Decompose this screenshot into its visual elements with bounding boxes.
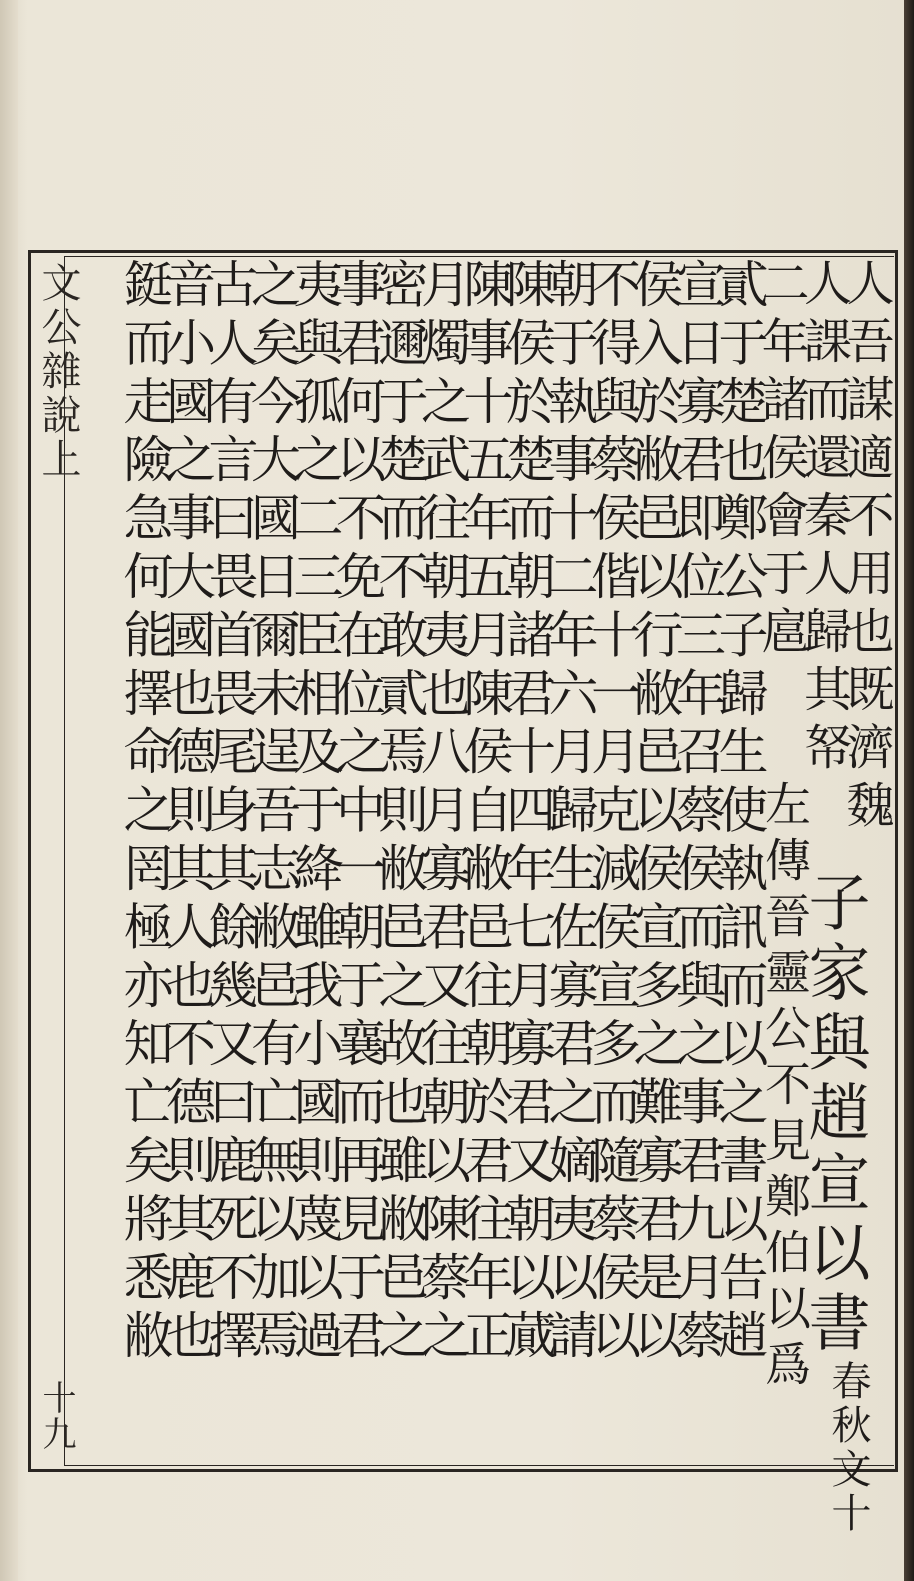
text-column-9: 陳侯於楚而朝諸君十四年七月寡君又朝以蕆 (498, 258, 556, 1368)
margin-book-title: 文公雜說上 (35, 262, 81, 482)
text-column-13: 事君何以不免在位之中一朝于襄而再見于君 (328, 258, 386, 1368)
text-column-18: 鋌而走險急何能擇命之罔極亦知亡矣將悉敝 (115, 258, 174, 1368)
text-column-8: 朝于執事十二年六月歸生佐寡君之嫡夷以請 (540, 258, 599, 1368)
text-column-15: 之矣今大國日爾未逞吾志敝邑有亡無以加焉 (243, 258, 301, 1368)
page-folio-number: 十九 (36, 1380, 76, 1452)
text-column-2: 人課而還秦人歸其帑 (795, 258, 852, 780)
text-column-12: 密邇于楚而不敢貳焉則敝邑之故也雖敝邑之 (370, 258, 429, 1368)
text-column-4: 貳于楚也鄭公子歸生使執訊而以之書以告趙 (710, 258, 769, 1368)
page-left-edge (0, 0, 18, 1581)
text-column-7: 不得與蔡侯偕十一月克減侯宣多而隨蔡侯以 (583, 258, 641, 1368)
text-column-5: 宣日寡君即位三年召蔡侯而與之事君九月蔡 (668, 258, 726, 1368)
heading-note: 春秋文十 (825, 1360, 871, 1536)
text-column-16: 古人有言曰畏首畏尾身其餘幾又曰鹿死不擇 (200, 258, 259, 1368)
text-column-17: 音小國之事大國也德則其人也不德則其鹿也 (158, 258, 216, 1368)
book-spine-edge (904, 0, 914, 1581)
text-column-14: 夷與孤之二三臣相及于絳雖我小國則蔑以過 (285, 258, 344, 1368)
text-column-1: 人吾謀適不用也既濟魏 (838, 258, 894, 838)
heading-title: 子家與趙宣以書 (798, 870, 871, 1360)
commentary-note: 左傳晉靈公不見鄭伯以爲 (758, 780, 812, 1396)
text-column-11: 月燭之武往朝夷也八月寡君又往朝以陳蔡之 (413, 258, 471, 1368)
text-column-6: 侯入於敝邑以行敝邑以侯宣多之難寡君是以 (625, 258, 684, 1368)
text-column-3: 二年諸侯會于扈 (753, 258, 809, 664)
text-column-10: 陳事十五年五月陳侯自敝邑往朝於君往年正 (455, 258, 514, 1368)
